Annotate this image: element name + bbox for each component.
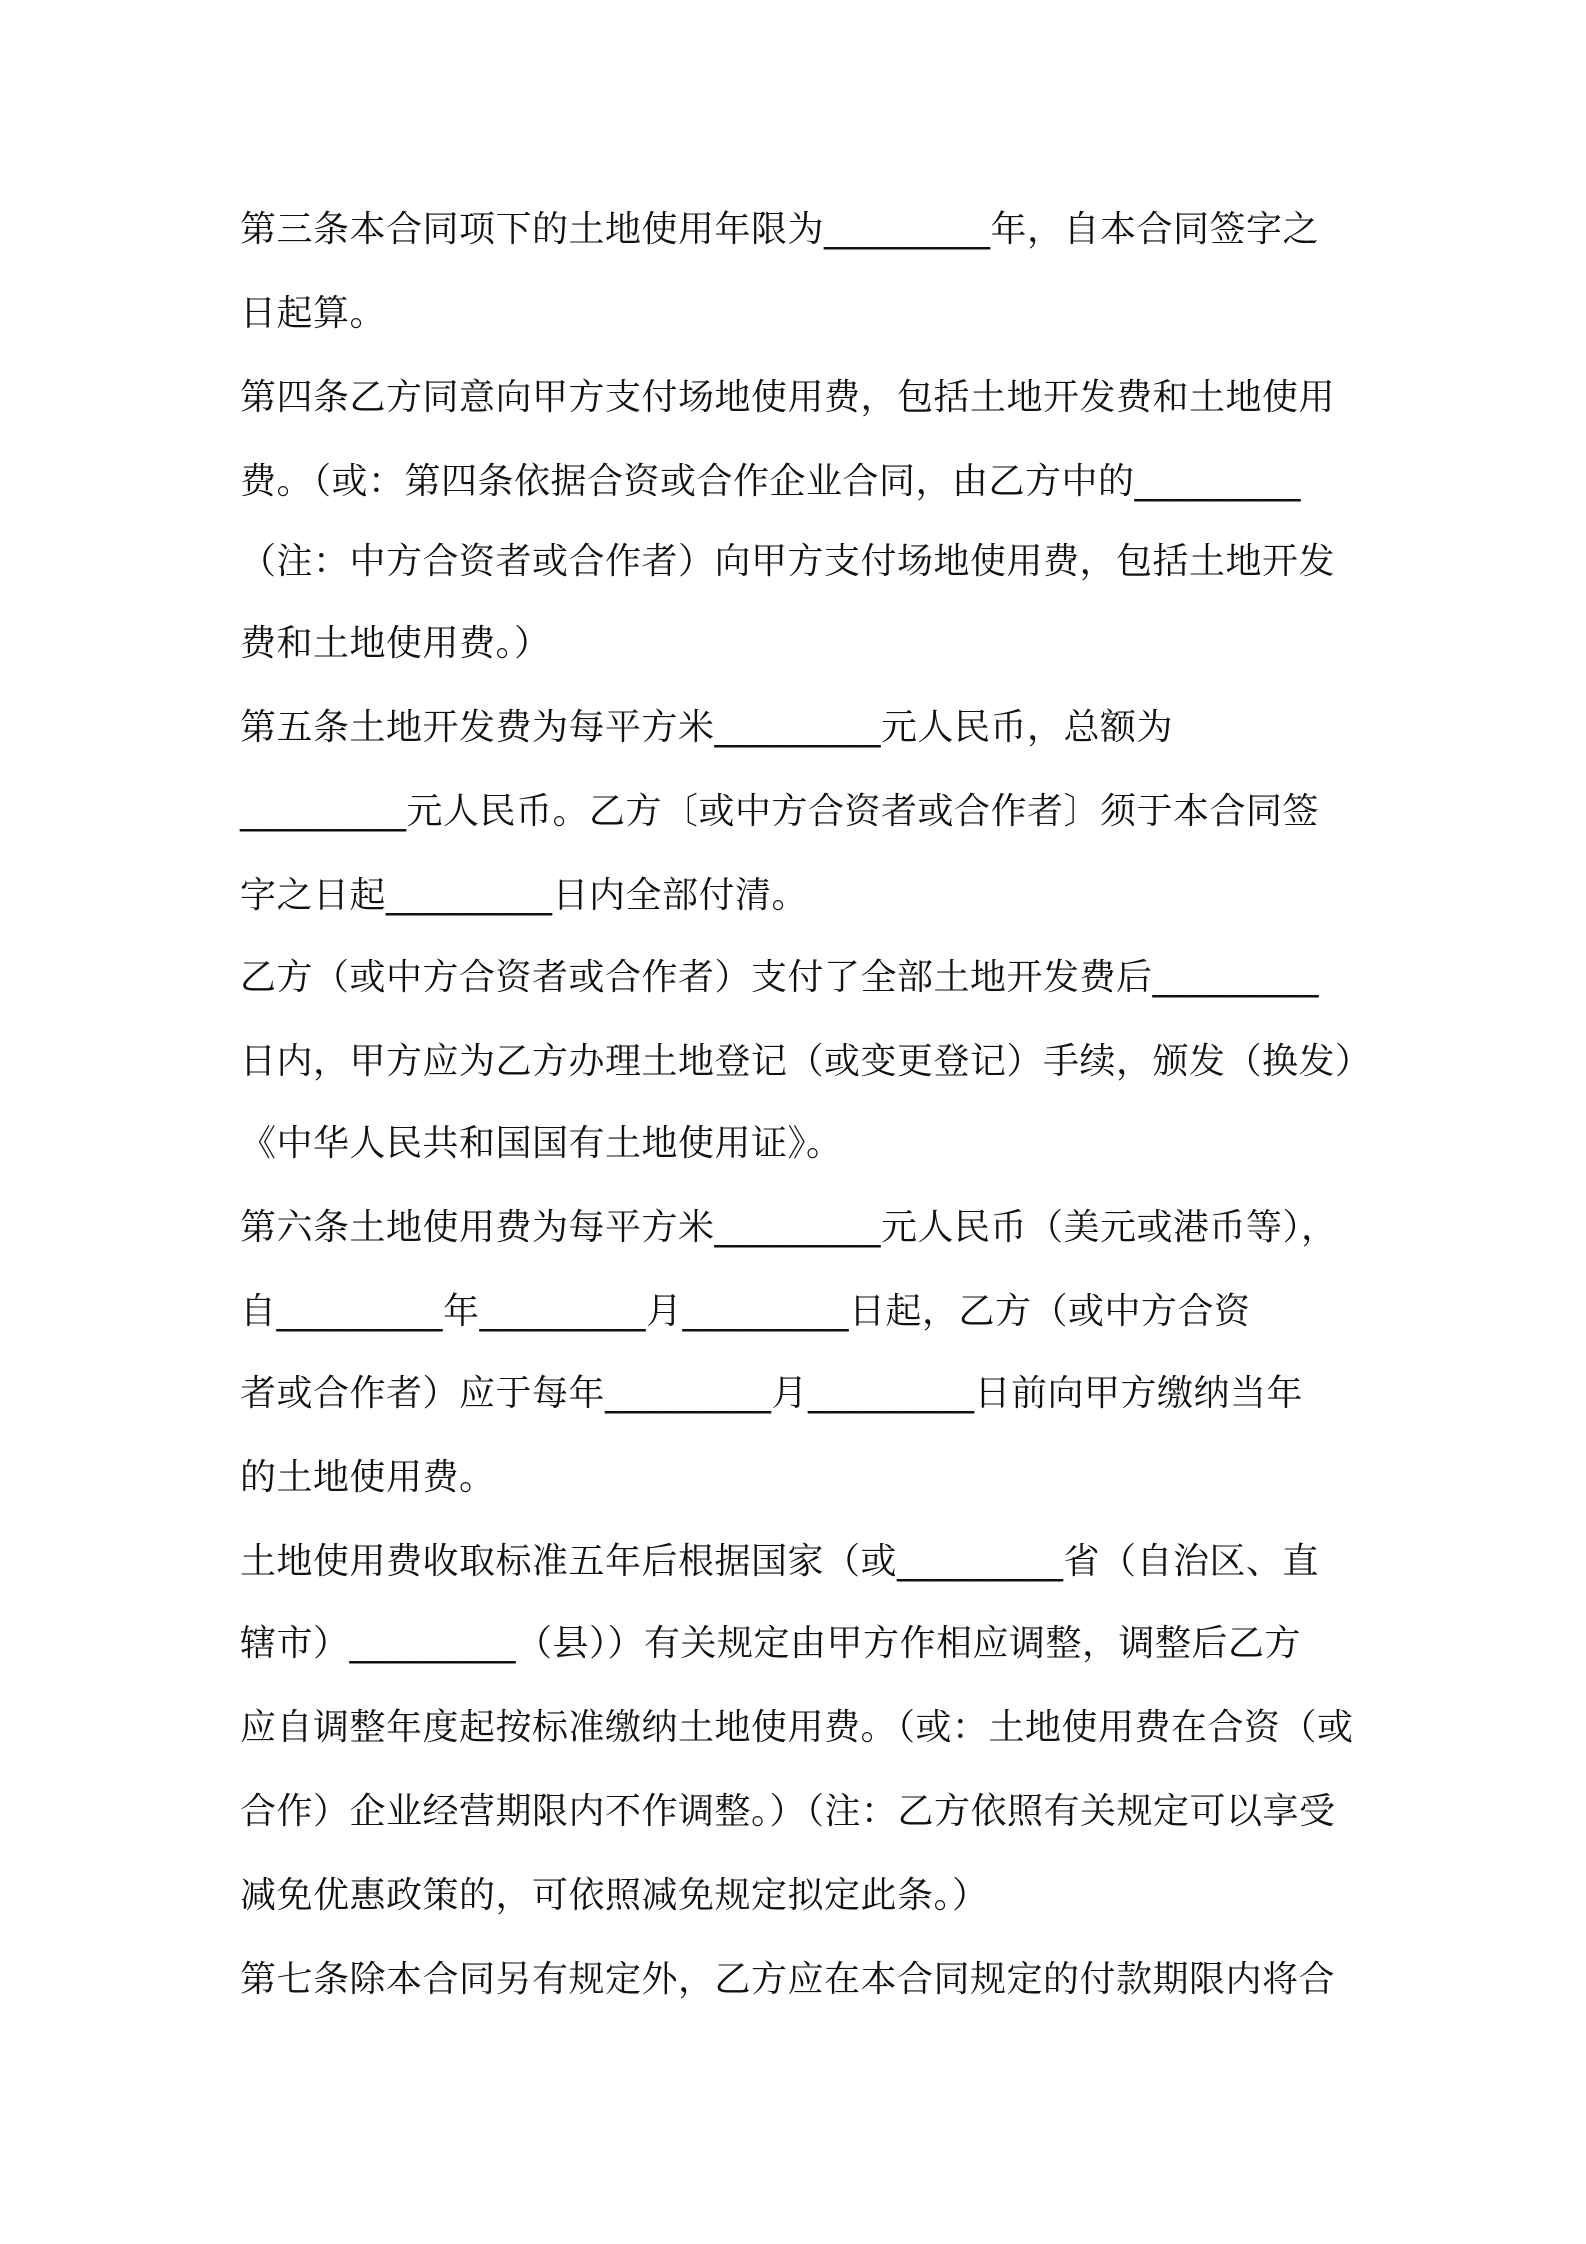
text-line: 减免优惠政策的，可依照减免规定拟定此条。） bbox=[240, 1875, 989, 1916]
text-line: 日起算。 bbox=[240, 293, 387, 334]
text-line: 费和土地使用费。） bbox=[240, 623, 551, 664]
text-line: 第四条乙方同意向甲方支付场地使用费，包括土地开发费和土地使用 bbox=[240, 377, 1336, 418]
text-line: 第七条除本合同另有规定外，乙方应在本合同规定的付款期限内将合 bbox=[240, 1959, 1336, 2000]
text-line: 第五条土地开发费为每平方米_________元人民币，总额为 bbox=[240, 707, 1174, 748]
text-line: 《中华人民共和国国有土地使用证》。 bbox=[240, 1123, 843, 1164]
text-line: 乙方（或中方合资者或合作者）支付了全部土地开发费后_________ bbox=[240, 957, 1320, 998]
text-line: 第六条土地使用费为每平方米_________元人民币（美元或港币等）， bbox=[240, 1207, 1338, 1248]
text-line: 费。（或：第四条依据合资或合作企业合同，由乙方中的_________ bbox=[240, 461, 1302, 502]
text-line: 土地使用费收取标准五年后根据国家（或_________省（自治区、直 bbox=[240, 1541, 1320, 1582]
text-line: 自_________年_________月_________日起，乙方（或中方合资 bbox=[240, 1291, 1251, 1332]
text-line: 日内，甲方应为乙方办理土地登记（或变更登记）手续，颁发（换发） bbox=[240, 1041, 1372, 1082]
text-line: 合作）企业经营期限内不作调整。）（注：乙方依照有关规定可以享受 bbox=[240, 1791, 1336, 1832]
text-line: 的土地使用费。 bbox=[240, 1457, 496, 1498]
text-line: 者或合作者）应于每年_________月_________日前向甲方缴纳当年 bbox=[240, 1373, 1304, 1414]
text-line: 字之日起_________日内全部付清。 bbox=[240, 875, 809, 916]
text-line: 第三条本合同项下的土地使用年限为_________年，自本合同签字之 bbox=[240, 209, 1320, 250]
text-line: 应自调整年度起按标准缴纳土地使用费。（或：土地使用费在合资（或 bbox=[240, 1707, 1354, 1748]
text-line: （注：中方合资者或合作者）向甲方支付场地使用费，包括土地开发 bbox=[240, 541, 1336, 582]
text-line: _________元人民币。乙方〔或中方合资者或合作者〕须于本合同签 bbox=[240, 791, 1320, 832]
text-line: 辖市）_________（县））有关规定由甲方作相应调整，调整后乙方 bbox=[240, 1623, 1302, 1664]
